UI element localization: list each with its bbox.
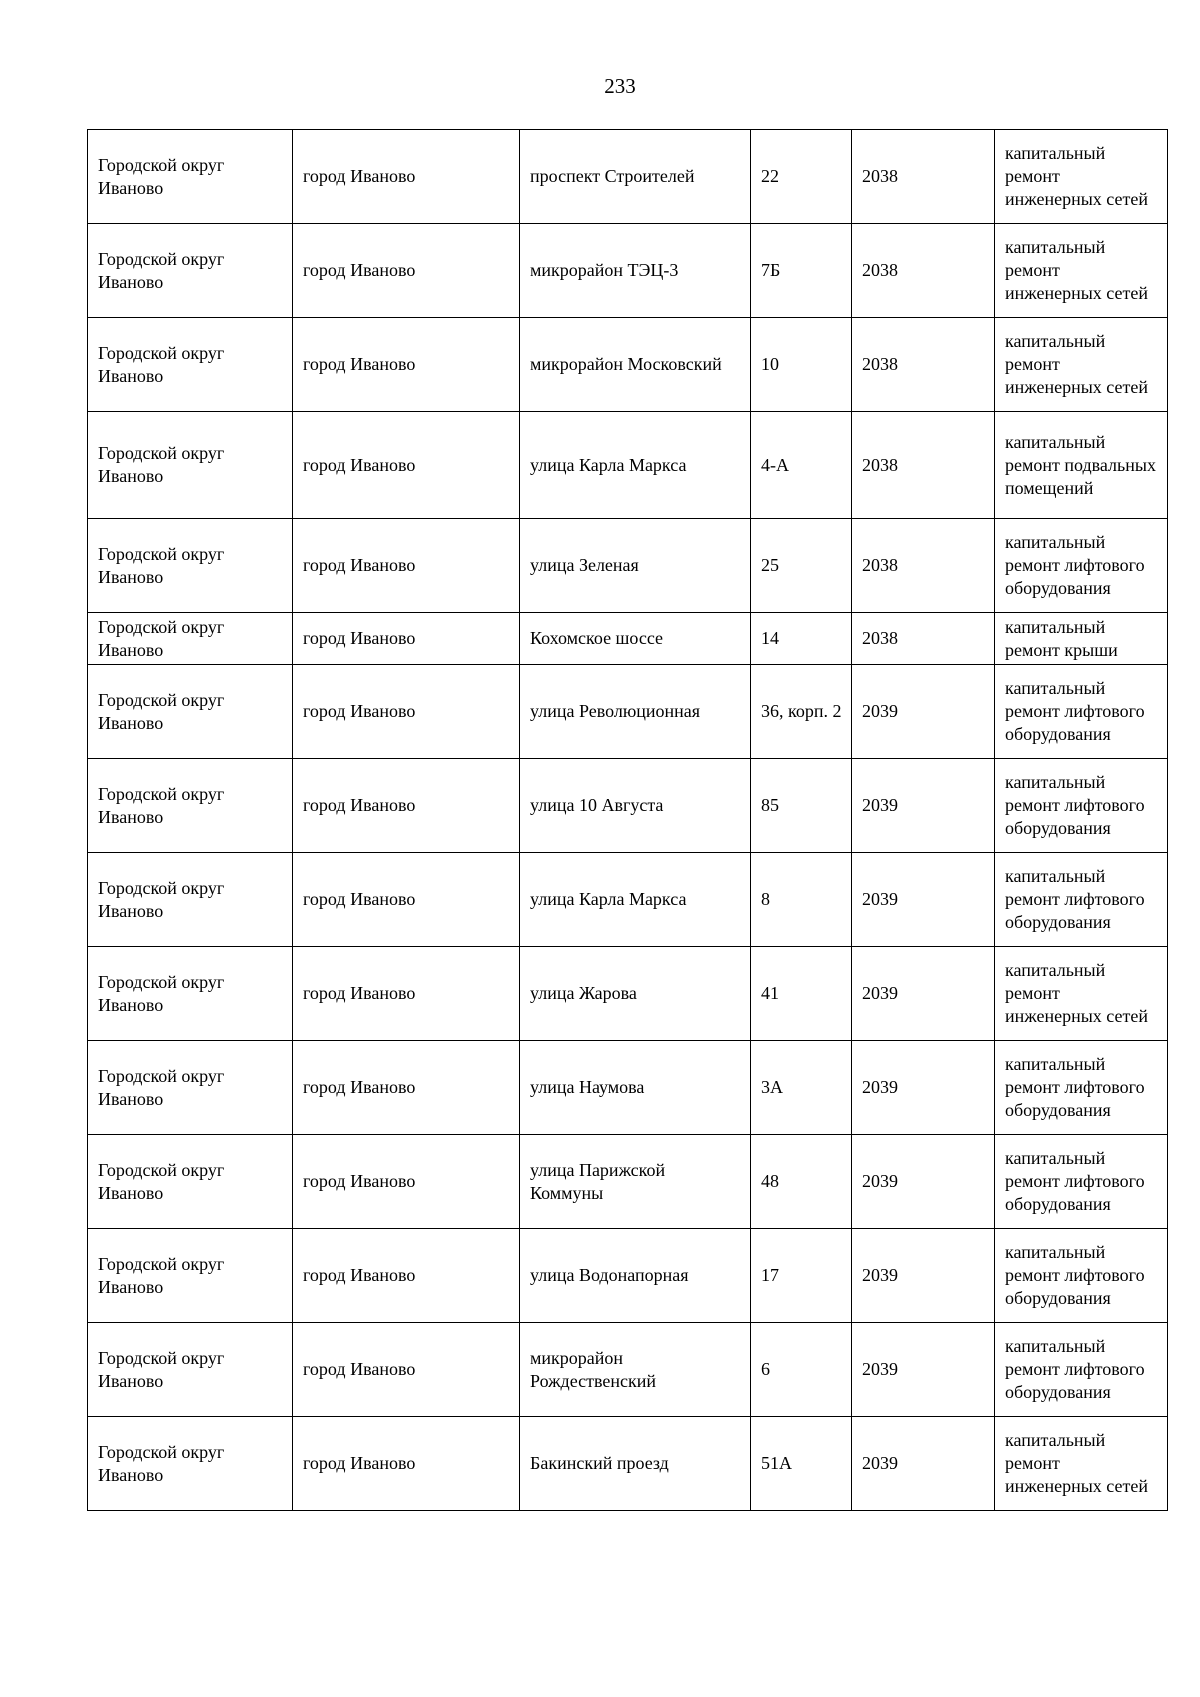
table-row — [88, 318, 1168, 412]
year-cell: 2039 — [852, 853, 995, 947]
year-cell: 2039 — [852, 1135, 995, 1229]
year-cell: 2038 — [852, 613, 995, 665]
street-cell: улица Наумова — [520, 1041, 751, 1135]
district-cell: Городской округ Иваново — [88, 1229, 293, 1323]
year-cell: 2039 — [852, 1041, 995, 1135]
work-type-cell: капитальный ремонт лифтового оборудования — [995, 1041, 1168, 1135]
house-cell: 36, корп. 2 — [751, 665, 852, 759]
house-cell: 48 — [751, 1135, 852, 1229]
work-type-cell: капитальный ремонт лифтового оборудования — [995, 1323, 1168, 1417]
work-type-cell: капитальный ремонт лифтового оборудования — [995, 519, 1168, 613]
house-cell: 6 — [751, 1323, 852, 1417]
house-cell: 4-А — [751, 412, 852, 519]
page-number: 233 — [604, 74, 636, 98]
work-type-cell: капитальный ремонт инженерных сетей — [995, 947, 1168, 1041]
house-cell: 7Б — [751, 224, 852, 318]
work-type-cell: капитальный ремонт лифтового оборудования — [995, 1229, 1168, 1323]
settlement-cell: город Иваново — [293, 1323, 520, 1417]
table-row — [88, 412, 1168, 519]
settlement-cell: город Иваново — [293, 1135, 520, 1229]
district-cell: Городской округ Иваново — [88, 1135, 293, 1229]
year-cell: 2039 — [852, 665, 995, 759]
table-row — [88, 1417, 1168, 1511]
table-row — [88, 519, 1168, 613]
year-cell: 2038 — [852, 318, 995, 412]
year-cell: 2038 — [852, 224, 995, 318]
house-cell: 85 — [751, 759, 852, 853]
street-cell: улица Жарова — [520, 947, 751, 1041]
work-type-cell: капитальный ремонт инженерных сетей — [995, 318, 1168, 412]
table-row — [88, 1041, 1168, 1135]
table-row — [88, 853, 1168, 947]
district-cell: Городской округ Иваново — [88, 318, 293, 412]
year-cell: 2038 — [852, 130, 995, 224]
work-type-cell: капитальный ремонт лифтового оборудования — [995, 665, 1168, 759]
street-cell: микрорайон Рождественский — [520, 1323, 751, 1417]
district-cell: Городской округ Иваново — [88, 1041, 293, 1135]
street-cell: улица Зеленая — [520, 519, 751, 613]
street-cell: улица Водонапорная — [520, 1229, 751, 1323]
settlement-cell: город Иваново — [293, 130, 520, 224]
district-cell: Городской округ Иваново — [88, 613, 293, 665]
work-type-cell: капитальный ремонт лифтового оборудования — [995, 853, 1168, 947]
work-type-cell: капитальный ремонт крыши — [995, 613, 1168, 665]
table-row — [88, 224, 1168, 318]
house-cell: 8 — [751, 853, 852, 947]
settlement-cell: город Иваново — [293, 1229, 520, 1323]
street-cell: Кохомское шоссе — [520, 613, 751, 665]
settlement-cell: город Иваново — [293, 947, 520, 1041]
settlement-cell: город Иваново — [293, 853, 520, 947]
house-cell: 51А — [751, 1417, 852, 1511]
repair-schedule-table — [87, 129, 1168, 1511]
table-row — [88, 1135, 1168, 1229]
district-cell: Городской округ Иваново — [88, 759, 293, 853]
work-type-cell: капитальный ремонт инженерных сетей — [995, 130, 1168, 224]
house-cell: 3А — [751, 1041, 852, 1135]
work-type-cell: капитальный ремонт инженерных сетей — [995, 224, 1168, 318]
year-cell: 2039 — [852, 759, 995, 853]
district-cell: Городской округ Иваново — [88, 519, 293, 613]
settlement-cell: город Иваново — [293, 1041, 520, 1135]
table-row — [88, 613, 1168, 665]
house-cell: 10 — [751, 318, 852, 412]
house-cell: 25 — [751, 519, 852, 613]
street-cell: улица Революционная — [520, 665, 751, 759]
table-row — [88, 947, 1168, 1041]
district-cell: Городской округ Иваново — [88, 1323, 293, 1417]
work-type-cell: капитальный ремонт инженерных сетей — [995, 1417, 1168, 1511]
year-cell: 2038 — [852, 412, 995, 519]
street-cell: проспект Строителей — [520, 130, 751, 224]
district-cell: Городской округ Иваново — [88, 947, 293, 1041]
work-type-cell: капитальный ремонт лифтового оборудования — [995, 759, 1168, 853]
work-type-cell: капитальный ремонт подвальных помещений — [995, 412, 1168, 519]
street-cell: улица Парижской Коммуны — [520, 1135, 751, 1229]
settlement-cell: город Иваново — [293, 613, 520, 665]
district-cell: Городской округ Иваново — [88, 412, 293, 519]
district-cell: Городской округ Иваново — [88, 665, 293, 759]
year-cell: 2039 — [852, 1323, 995, 1417]
house-cell: 41 — [751, 947, 852, 1041]
year-cell: 2039 — [852, 1417, 995, 1511]
house-cell: 17 — [751, 1229, 852, 1323]
settlement-cell: город Иваново — [293, 665, 520, 759]
year-cell: 2038 — [852, 519, 995, 613]
table-row — [88, 759, 1168, 853]
settlement-cell: город Иваново — [293, 224, 520, 318]
work-type-cell: капитальный ремонт лифтового оборудования — [995, 1135, 1168, 1229]
house-cell: 14 — [751, 613, 852, 665]
district-cell: Городской округ Иваново — [88, 1417, 293, 1511]
district-cell: Городской округ Иваново — [88, 224, 293, 318]
table-row — [88, 665, 1168, 759]
street-cell: улица Карла Маркса — [520, 412, 751, 519]
district-cell: Городской округ Иваново — [88, 853, 293, 947]
year-cell: 2039 — [852, 947, 995, 1041]
table-row — [88, 1229, 1168, 1323]
table-row — [88, 1323, 1168, 1417]
street-cell: микрорайон ТЭЦ-3 — [520, 224, 751, 318]
year-cell: 2039 — [852, 1229, 995, 1323]
table-row — [88, 130, 1168, 224]
district-cell: Городской округ Иваново — [88, 130, 293, 224]
settlement-cell: город Иваново — [293, 318, 520, 412]
street-cell: улица Карла Маркса — [520, 853, 751, 947]
settlement-cell: город Иваново — [293, 759, 520, 853]
settlement-cell: город Иваново — [293, 519, 520, 613]
street-cell: улица 10 Августа — [520, 759, 751, 853]
street-cell: Бакинский проезд — [520, 1417, 751, 1511]
street-cell: микрорайон Московский — [520, 318, 751, 412]
settlement-cell: город Иваново — [293, 1417, 520, 1511]
house-cell: 22 — [751, 130, 852, 224]
settlement-cell: город Иваново — [293, 412, 520, 519]
